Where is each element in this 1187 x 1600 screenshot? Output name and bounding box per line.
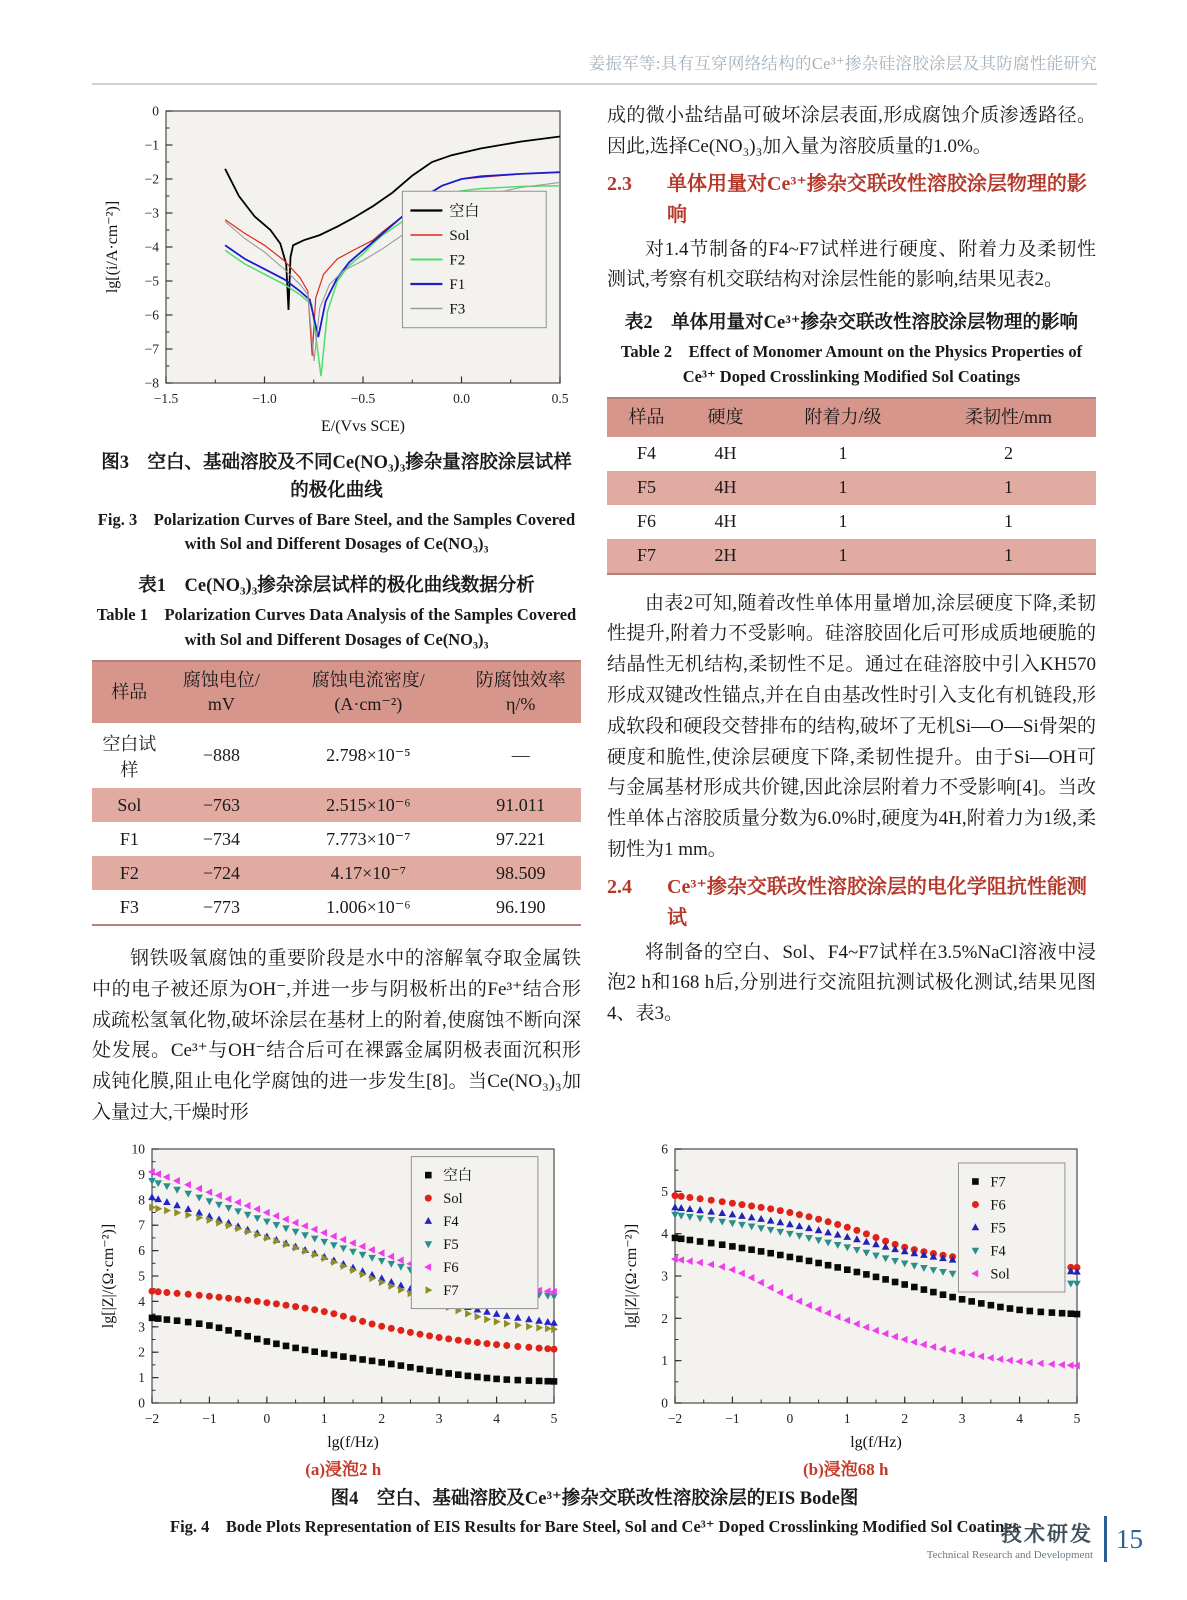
svg-text:−4: −4 [144, 239, 159, 255]
svg-text:5: 5 [661, 1183, 668, 1199]
figure4a-subcaption: (a)浸泡2 h [305, 1459, 382, 1479]
table-cell: F5 [636, 477, 656, 498]
svg-text:1: 1 [320, 1410, 328, 1426]
section-2-4-heading [607, 872, 1096, 934]
svg-text:3: 3 [138, 1318, 145, 1334]
svg-text:0.0: 0.0 [452, 391, 470, 406]
table1 [92, 660, 581, 926]
svg-text:1: 1 [138, 1369, 145, 1385]
section-2-4-number: 2.4 [607, 875, 632, 898]
left-column [92, 101, 581, 1129]
svg-text:F2: F2 [448, 252, 465, 269]
svg-text:3: 3 [661, 1268, 668, 1284]
svg-text:−6: −6 [144, 307, 159, 323]
table-cell: 4H [714, 477, 737, 498]
table2 [607, 397, 1096, 574]
svg-text:4: 4 [1016, 1410, 1023, 1426]
svg-text:5: 5 [1073, 1410, 1081, 1426]
bode-plot-2h-chart [98, 1141, 568, 1455]
svg-text:F7: F7 [443, 1282, 459, 1299]
table-header-cell: 样品 [607, 398, 686, 436]
svg-text:F6: F6 [443, 1259, 459, 1276]
svg-text:−1: −1 [202, 1410, 217, 1426]
section-2-3-number: 2.3 [607, 172, 632, 195]
figure4-caption-en: Fig. 4 Bode Plots Representation of EIS Results for Bare Steel, Sol and Ce³⁺ Doped Crosslinking Modified Sol Coatings [170, 1517, 1019, 1537]
table-cell: 2 [1004, 443, 1014, 464]
svg-text:6: 6 [661, 1141, 668, 1157]
two-column-layout [92, 101, 1097, 1129]
table-cell: −888 [202, 745, 240, 766]
table1-caption-en: Table 1 Polarization Curves Data Analysis of the Samples Covered with Sol and Different Dosages of Ce(NO₃)₃ [96, 604, 577, 649]
table-header-cell: 腐蚀电位/ mV [167, 661, 277, 723]
table-cell: 4H [714, 511, 737, 532]
table-cell: F4 [636, 443, 656, 464]
svg-text:−1.0: −1.0 [251, 391, 277, 406]
table-cell: F6 [636, 511, 656, 532]
svg-text:F4: F4 [443, 1213, 459, 1230]
svg-text:4: 4 [661, 1225, 668, 1241]
svg-text:−5: −5 [144, 273, 159, 289]
header-rule [92, 83, 1097, 85]
footer-divider-bar [1104, 1516, 1107, 1562]
polarization-curves-chart [102, 101, 572, 439]
svg-text:−2: −2 [144, 171, 159, 187]
table-row [92, 890, 581, 925]
table-cell: 96.190 [495, 896, 546, 917]
svg-text:5: 5 [138, 1268, 145, 1284]
svg-text:0: 0 [151, 103, 159, 119]
svg-text:6: 6 [138, 1242, 145, 1258]
table-row [92, 822, 581, 856]
svg-text:−2: −2 [667, 1410, 683, 1426]
svg-text:9: 9 [138, 1166, 145, 1182]
svg-text:−3: −3 [144, 205, 159, 221]
svg-text:F1: F1 [448, 276, 465, 293]
table-cell: 97.221 [495, 828, 546, 849]
table-cell: −773 [202, 896, 240, 917]
table-cell: 4H [714, 443, 737, 464]
svg-text:Sol: Sol [443, 1190, 463, 1207]
table-cell: 1 [838, 511, 848, 532]
table-header-cell: 样品 [92, 661, 167, 723]
svg-text:10: 10 [131, 1141, 145, 1157]
svg-text:0: 0 [138, 1395, 145, 1411]
table-cell: 2H [714, 545, 737, 566]
table-cell: 1 [1004, 511, 1014, 532]
table-header-cell: 硬度 [686, 398, 765, 436]
table-cell: 1 [838, 545, 848, 566]
svg-text:5: 5 [550, 1410, 558, 1426]
table-cell: −734 [202, 828, 240, 849]
table-cell: 7.773×10⁻⁷ [326, 828, 411, 849]
table-cell: 2.798×10⁻⁵ [326, 745, 411, 766]
page-number: 15 [1116, 1523, 1143, 1554]
footer-en: Technical Research and Development [926, 1548, 1093, 1561]
table-cell: 1 [1004, 477, 1014, 498]
svg-text:−1.5: −1.5 [153, 391, 178, 406]
figure3-caption-en: Fig. 3 Polarization Curves of Bare Steel, and the Samples Covered with Sol and Different Dosages of Ce(NO₃)₃ [97, 509, 576, 554]
svg-text:E/(Vvs SCE): E/(Vvs SCE) [320, 418, 405, 435]
table-row [92, 856, 581, 890]
table-cell: 1 [1004, 545, 1014, 566]
figure4b-subcaption: (b)浸泡68 h [803, 1459, 889, 1479]
table-row [607, 505, 1096, 539]
table-cell: 1 [838, 443, 848, 464]
footer-section-name [927, 1518, 1093, 1561]
svg-text:1: 1 [661, 1352, 668, 1368]
svg-text:2: 2 [901, 1410, 909, 1426]
paragraph-continuation: 成的微小盐结晶可破坏涂层表面,形成腐蚀介质渗透路径。因此,选择Ce(NO₃)₃加入量为溶胶质量的1.0%。 [607, 105, 1096, 157]
svg-text:lg[|Z|/(Ω·cm⁻²)]: lg[|Z|/(Ω·cm⁻²)] [623, 1223, 640, 1328]
svg-text:0: 0 [263, 1410, 271, 1426]
table-cell: 91.011 [496, 794, 546, 815]
table-cell: 1 [838, 477, 848, 498]
table-row [92, 788, 581, 822]
svg-text:F7: F7 [990, 1174, 1006, 1191]
svg-text:−1: −1 [725, 1410, 740, 1426]
figure3 [92, 101, 581, 444]
svg-text:4: 4 [138, 1293, 145, 1309]
table-cell: F7 [636, 545, 656, 566]
section-2-3-heading [607, 169, 1096, 231]
svg-text:Sol: Sol [990, 1266, 1010, 1283]
svg-text:Sol: Sol [448, 227, 469, 244]
figure4 [92, 1141, 1097, 1455]
table-header-cell: 柔韧性/mm [921, 398, 1096, 436]
svg-text:F4: F4 [990, 1243, 1006, 1260]
right-column [607, 101, 1096, 1129]
paragraph-4: 将制备的空白、Sol、F4~F7试样在3.5%NaCl溶液中浸泡2 h和168 h后,分别进行交流阻抗测试极化测试,结果见图4、表3。 [607, 941, 1096, 1025]
table2-caption-en: Table 2 Effect of Monomer Amount on the Physics Properties of Ce³⁺ Doped Crosslinking Modified Sol Coatings [620, 341, 1083, 386]
left-paragraph: 钢铁吸氧腐蚀的重要阶段是水中的溶解氧夺取金属铁中的电子被还原为OH⁻,并进一步与阴极析出的Fe³⁺结合形成疏松氢氧化物,破坏涂层在基材上的附着,使腐蚀不断向深处发展。Ce³⁺与OH⁻结合后可在裸露金属阴极表面沉积形成钝化膜,阻止电化学腐蚀的进一步发生[8]。当Ce(NO₃)₃加入量过大,干燥时形 [92, 948, 581, 1123]
table-cell: F3 [119, 896, 139, 917]
table-header-cell: 防腐蚀效率η/% [460, 661, 581, 723]
section-2-3-title: 单体用量对Ce³⁺掺杂交联改性溶胶涂层物理的影响 [667, 172, 1087, 226]
table-cell: 4.17×10⁻⁷ [330, 862, 407, 883]
table1-caption-zh: 表1 Ce(NO₃)₃掺杂涂层试样的极化曲线数据分析 [138, 576, 535, 596]
table-cell: 空白试样 [102, 733, 157, 780]
paragraph-3: 由表2可知,随着改性单体用量增加,涂层硬度下降,柔韧性提升,附着力不受影响。硅溶胶固化后可形成质地硬脆的结晶性无机结构,柔韧性不足。通过在硅溶胶中引入KH570形成双键改性锚点,并在自由基改性时引入支化有机链段,形成软段和硬段交替排布的结构,破坏了无机Si—O—Si骨架的硬度和脆性,使涂层硬度下降,柔韧性提升。由于Si—OH可与金属基材形成共价键,因此涂层附着力不受影响[4]。当改性单体占溶胶质量分数为6.0%时,硬度为4H,附着力为1级,柔韧性为1 mm。 [607, 592, 1096, 860]
table-cell: 98.509 [495, 862, 546, 883]
bode-plot-68h-chart [621, 1141, 1091, 1455]
svg-text:2: 2 [378, 1410, 386, 1426]
svg-text:F5: F5 [443, 1236, 459, 1253]
svg-text:0: 0 [786, 1410, 794, 1426]
svg-text:0.5: 0.5 [551, 391, 568, 406]
svg-text:2: 2 [661, 1310, 668, 1326]
svg-text:F3: F3 [448, 301, 465, 318]
svg-text:lg(f/Hz): lg(f/Hz) [327, 1433, 379, 1451]
table-cell: F1 [119, 828, 139, 849]
table2-caption-zh: 表2 单体用量对Ce³⁺掺杂交联改性溶胶涂层物理的影响 [624, 313, 1079, 334]
svg-text:3: 3 [435, 1410, 443, 1426]
figure4-caption-zh: 图4 空白、基础溶胶及Ce³⁺掺杂交联改性溶胶涂层的EIS Bode图 [330, 1488, 859, 1509]
table-cell: — [511, 745, 530, 766]
table-cell: 2.515×10⁻⁶ [326, 794, 411, 815]
svg-text:4: 4 [493, 1410, 500, 1426]
svg-text:3: 3 [958, 1410, 966, 1426]
figure3-caption-zh: 图3 空白、基础溶胶及不同Ce(NO₃)₃掺杂量溶胶涂层试样的极化曲线 [101, 453, 572, 501]
running-head: 姜振军等:具有互穿网络结构的Ce³⁺掺杂硅溶胶涂层及其防腐性能研究 [588, 54, 1097, 73]
page-footer [927, 1516, 1143, 1562]
svg-text:−2: −2 [144, 1410, 160, 1426]
svg-text:8: 8 [138, 1191, 145, 1207]
svg-text:−7: −7 [144, 341, 159, 357]
table-cell: Sol [117, 794, 142, 815]
table-cell: −724 [202, 862, 240, 883]
svg-text:−1: −1 [144, 137, 159, 153]
table-cell: −763 [202, 794, 240, 815]
table-row [607, 539, 1096, 574]
table-row [92, 723, 581, 788]
svg-text:空白: 空白 [443, 1167, 473, 1184]
svg-text:−0.5: −0.5 [350, 391, 375, 406]
svg-text:−8: −8 [144, 375, 159, 391]
svg-text:lg(f/Hz): lg(f/Hz) [850, 1433, 902, 1451]
table-header-cell: 附着力/级 [765, 398, 921, 436]
table-cell: F2 [119, 862, 139, 883]
table-header-cell: 腐蚀电流密度/ (A·cm⁻²) [276, 661, 460, 723]
paragraph-2: 对1.4节制备的F4~F7试样进行硬度、附着力及柔韧性测试,考察有机交联结构对涂层性能的影响,结果见表2。 [607, 238, 1096, 291]
svg-text:F6: F6 [990, 1197, 1006, 1214]
table-row [607, 437, 1096, 471]
section-2-4-title: Ce³⁺掺杂交联改性溶胶涂层的电化学阻抗性能测试 [667, 875, 1087, 929]
svg-text:F5: F5 [990, 1220, 1006, 1237]
table-row [607, 471, 1096, 505]
table-cell: 1.006×10⁻⁶ [326, 896, 411, 917]
svg-text:lg[(i/A·cm⁻²)]: lg[(i/A·cm⁻²)] [103, 200, 121, 294]
svg-text:0: 0 [661, 1395, 668, 1411]
svg-text:7: 7 [138, 1217, 145, 1233]
footer-zh: 技术研发 [1001, 1521, 1093, 1546]
svg-text:空白: 空白 [448, 203, 479, 220]
svg-text:lg[|Z|/(Ω·cm⁻²)]: lg[|Z|/(Ω·cm⁻²)] [100, 1223, 117, 1328]
svg-text:1: 1 [843, 1410, 851, 1426]
svg-text:2: 2 [138, 1344, 145, 1360]
figure4-subcaptions [92, 1455, 1097, 1480]
